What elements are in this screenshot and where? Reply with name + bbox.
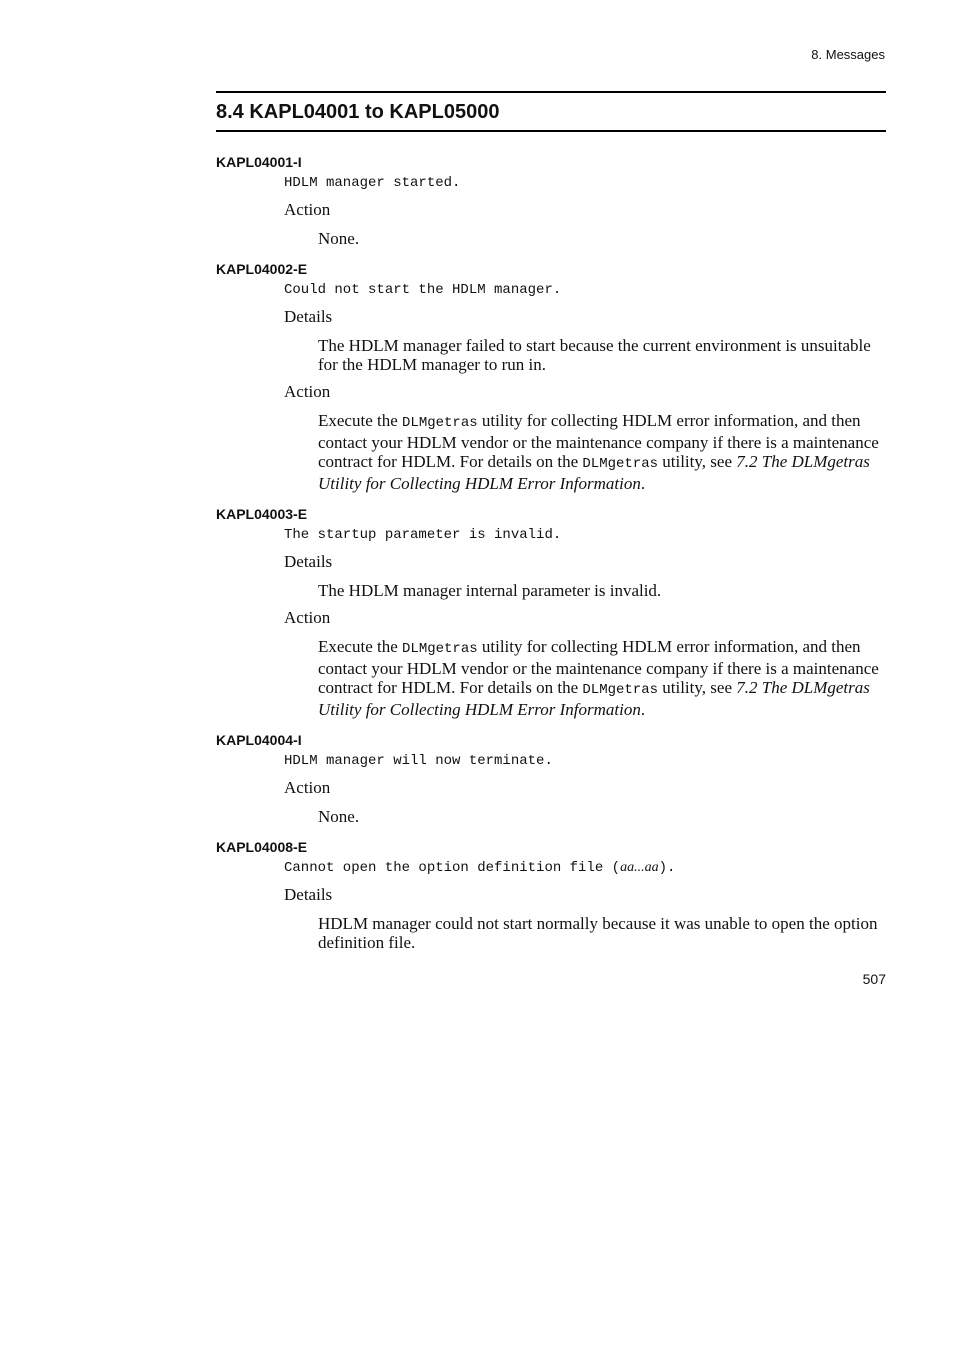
message-text xyxy=(284,859,886,877)
action-text: None. xyxy=(318,807,360,826)
action-text-part: utility for collecting HDLM error information, and then contact your HDLM vendor or the maintenance company if there is a maintenance contract for HDLM. For details on the xyxy=(318,411,879,471)
message-id: KAPL04002-E xyxy=(216,261,308,277)
action-text-part: Execute the xyxy=(318,411,403,430)
section-header xyxy=(216,91,886,132)
action-text-part: utility, see xyxy=(658,678,737,697)
message-text: Could not start the HDLM manager. xyxy=(284,282,562,298)
section-title: 8.4 KAPL04001 to KAPL05000 xyxy=(216,101,500,123)
bottom-rule xyxy=(216,130,886,132)
message-text-part: ). xyxy=(658,860,676,876)
message-text: The startup parameter is invalid. xyxy=(284,527,562,543)
action-text: None. xyxy=(318,229,360,248)
message-id: KAPL04001-I xyxy=(216,154,302,170)
action-text-part: . xyxy=(640,700,646,719)
message-id: KAPL04004-I xyxy=(216,732,302,748)
message-id: KAPL04008-E xyxy=(216,839,308,855)
message-entry xyxy=(216,154,886,248)
action-text-part: . xyxy=(640,474,646,493)
action-text-part: utility, see xyxy=(658,452,737,471)
action-label: Action xyxy=(284,608,331,627)
cross-reference: 7.2 The DLMgetras Utility for Collecting HDLM Error Information xyxy=(318,452,870,493)
utility-name: DLMgetras xyxy=(582,682,659,698)
message-entry xyxy=(216,261,886,493)
details-text: The HDLM manager internal parameter is invalid. xyxy=(318,581,662,600)
action-label: Action xyxy=(284,200,331,219)
action-label: Action xyxy=(284,778,331,797)
message-entry xyxy=(216,732,886,826)
details-label: Details xyxy=(284,552,333,571)
action-text xyxy=(318,637,884,719)
details-label: Details xyxy=(284,885,333,904)
running-head: 8. Messages xyxy=(811,47,885,62)
action-text-part: Execute the xyxy=(318,637,403,656)
placeholder-variable: aa...aa xyxy=(620,860,659,875)
details-label: Details xyxy=(284,307,333,326)
details-text: The HDLM manager failed to start because the current environment is unsuitable for the HDLM manager to run in. xyxy=(318,336,871,374)
action-text xyxy=(318,411,884,493)
utility-name: DLMgetras xyxy=(402,415,478,431)
message-entry xyxy=(216,839,886,952)
utility-name: DLMgetras xyxy=(402,641,478,657)
action-text-part: utility for collecting HDLM error information, and then contact your HDLM vendor or the maintenance company if there is a maintenance contract for HDLM. For details on the xyxy=(318,637,879,697)
action-label: Action xyxy=(284,382,331,401)
message-text: HDLM manager started. xyxy=(284,175,461,191)
cross-reference: 7.2 The DLMgetras Utility for Collecting HDLM Error Information xyxy=(318,678,870,719)
message-entry xyxy=(216,506,886,719)
page-number: 507 xyxy=(862,971,886,987)
message-text: HDLM manager will now terminate. xyxy=(284,753,553,769)
message-id: KAPL04003-E xyxy=(216,506,308,522)
details-text: HDLM manager could not start normally because it was unable to open the option definition file. xyxy=(318,914,878,952)
utility-name: DLMgetras xyxy=(582,456,659,472)
message-list xyxy=(216,154,886,965)
message-text-part: Cannot open the option definition file ( xyxy=(284,860,621,876)
